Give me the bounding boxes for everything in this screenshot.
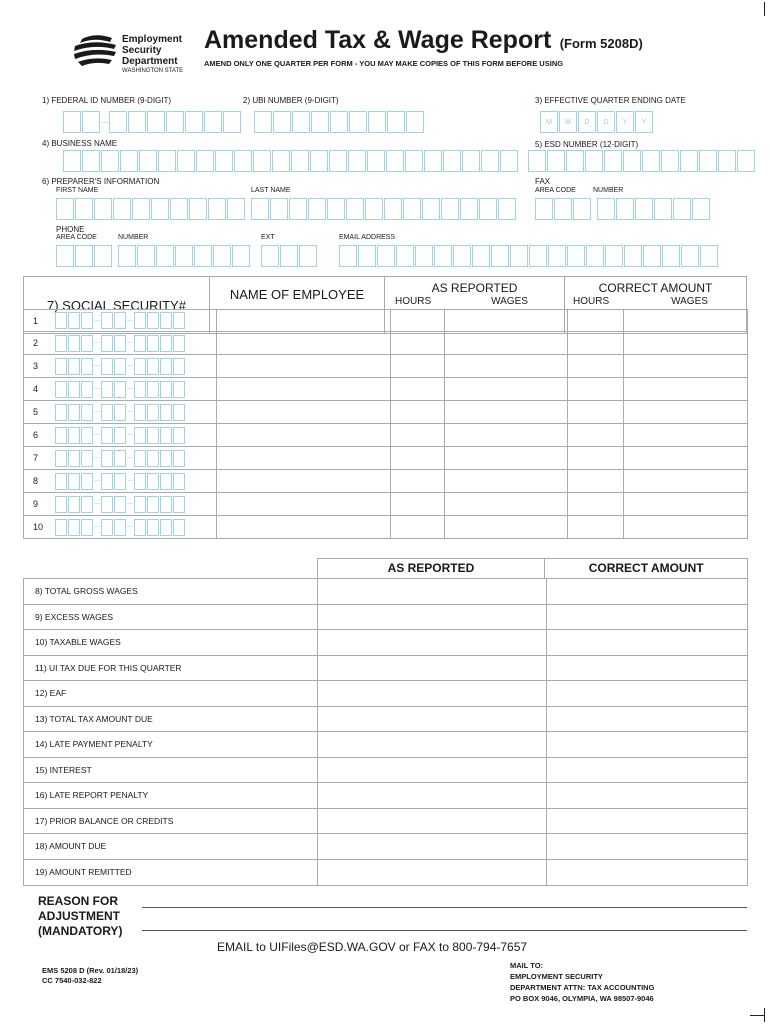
correct-hours-cell[interactable] [567, 424, 623, 446]
row-number: 2 [33, 338, 39, 348]
correct-hours-cell[interactable] [567, 516, 623, 538]
employee-row [23, 447, 748, 470]
totals-as-reported-cell[interactable] [317, 605, 546, 630]
mailing-address: MAIL TO: EMPLOYMENT SECURITY DEPARTMENT ATTN: TAX ACCOUNTING PO BOX 9046, OLYMPIA, WA 98507-9046 [510, 961, 655, 1003]
reported-wages-cell[interactable] [444, 355, 566, 377]
reported-wages-cell[interactable] [444, 447, 566, 469]
totals-as-reported-cell[interactable] [317, 860, 546, 886]
reported-hours-cell[interactable] [390, 310, 445, 331]
totals-row-label: 15) INTEREST [35, 764, 92, 775]
employee-row [23, 378, 748, 401]
reason-line-1[interactable] [142, 907, 747, 908]
corner-mark [764, 2, 765, 16]
totals-row-label: 12) EAF [35, 688, 67, 699]
reason-line-2[interactable] [142, 930, 747, 931]
totals-correct-amount-header: CORRECT AMOUNT [545, 558, 748, 578]
ssn-input[interactable]: — — [53, 332, 217, 354]
ssn-input[interactable]: — — [53, 447, 217, 469]
totals-row-label: 10) TAXABLE WAGES [35, 637, 121, 648]
agency-logo-icon [72, 33, 118, 69]
employee-name-cell[interactable] [216, 310, 389, 331]
fax-number-label: NUMBER [593, 187, 624, 194]
totals-correct-amount-cell[interactable] [546, 783, 747, 808]
row-number: 3 [33, 361, 39, 371]
employee-name-cell[interactable] [216, 493, 389, 515]
employee-row [23, 355, 748, 378]
totals-correct-amount-cell[interactable] [546, 834, 747, 859]
totals-rows [23, 578, 748, 886]
reported-hours-cell[interactable] [390, 355, 445, 377]
row-number: 6 [33, 430, 39, 440]
first-name-input[interactable] [56, 198, 246, 220]
employee-row [23, 332, 748, 355]
ubi-input[interactable] [254, 111, 425, 133]
totals-as-reported-cell[interactable] [317, 681, 546, 706]
employee-row [23, 401, 748, 424]
employee-name-cell[interactable] [216, 355, 389, 377]
totals-row [24, 809, 747, 835]
agency-state: WASHINGTON STATE [122, 68, 184, 74]
esd-number-label: 5) ESD NUMBER (12-DIGIT) [535, 140, 639, 149]
correct-wages-cell[interactable] [623, 378, 747, 400]
employee-name-cell[interactable] [216, 447, 389, 469]
agency-name-2: Security [122, 45, 162, 56]
totals-correct-amount-cell[interactable] [546, 809, 747, 834]
totals-correct-amount-cell[interactable] [546, 630, 747, 655]
totals-row-label: 11) UI TAX DUE FOR THIS QUARTER [35, 662, 182, 673]
form-code: (Form 5208D) [559, 36, 643, 51]
employee-name-cell[interactable] [216, 401, 389, 423]
federal-id-label: 1) FEDERAL ID NUMBER (9-DIGIT) [42, 96, 172, 105]
reported-wages-cell[interactable] [444, 310, 566, 331]
totals-as-reported-cell[interactable] [317, 630, 546, 655]
row-number: 7 [33, 453, 39, 463]
preparer-label: 6) PREPARER'S INFORMATION [42, 177, 160, 186]
totals-as-reported-cell[interactable] [317, 656, 546, 681]
fax-area-input[interactable] [535, 198, 592, 220]
totals-row [24, 732, 747, 758]
ssn-input[interactable]: — — [53, 424, 217, 446]
correct-wages-cell[interactable] [623, 401, 747, 423]
totals-correct-amount-cell[interactable] [546, 707, 747, 732]
row-number: 8 [33, 476, 39, 486]
employee-name-header: NAME OF EMPLOYEE [210, 277, 385, 334]
as-reported-header: AS REPORTED HOURS WAGES [385, 277, 565, 334]
last-name-input[interactable] [251, 198, 517, 220]
totals-row-label: 13) TOTAL TAX AMOUNT DUE [35, 713, 153, 724]
corner-mark [750, 1015, 764, 1016]
row-number: 9 [33, 499, 39, 509]
totals-correct-amount-cell[interactable] [546, 605, 747, 630]
agency-name-3: Department [122, 56, 178, 67]
business-name-input[interactable] [63, 150, 519, 172]
totals-as-reported-cell[interactable] [317, 579, 546, 604]
employee-name-cell[interactable] [216, 424, 389, 446]
correct-wages-cell[interactable] [623, 424, 747, 446]
totals-as-reported-cell[interactable] [317, 783, 546, 808]
page-title [204, 26, 643, 55]
form-note: AMEND ONLY ONE QUARTER PER FORM - YOU MAY MAKE COPIES OF THIS FORM BEFORE USING [204, 59, 564, 68]
business-name-label: 4) BUSINESS NAME [42, 139, 118, 148]
totals-row [24, 605, 747, 631]
correct-wages-cell[interactable] [623, 447, 747, 469]
totals-row-label: 18) AMOUNT DUE [35, 841, 107, 852]
ubi-label: 2) UBI NUMBER (9-DIGIT) [243, 96, 339, 105]
employee-name-cell[interactable] [216, 332, 389, 354]
form-id: EMS 5208 D (Rev. 01/18/23) [42, 966, 139, 975]
totals-correct-amount-cell[interactable] [546, 656, 747, 681]
ssn-input[interactable]: — — [53, 355, 217, 377]
employee-row [23, 516, 748, 539]
correct-hours-cell[interactable] [567, 401, 623, 423]
reported-hours-cell[interactable] [390, 493, 445, 515]
totals-correct-amount-cell[interactable] [546, 579, 747, 604]
totals-header [23, 558, 748, 578]
employee-row [23, 309, 748, 332]
totals-row-label: 16) LATE REPORT PENALTY [35, 790, 149, 801]
corner-mark [764, 1008, 765, 1022]
totals-row [24, 630, 747, 656]
reported-hours-cell[interactable] [390, 516, 445, 538]
totals-as-reported-cell[interactable] [317, 707, 546, 732]
totals-row [24, 783, 747, 809]
ssn-input[interactable]: — — [53, 310, 217, 331]
quarter-end-label: 3) EFFECTIVE QUARTER ENDING DATE [535, 96, 686, 105]
reported-wages-cell[interactable] [444, 378, 566, 400]
totals-row-label: 19) AMOUNT REMITTED [35, 867, 132, 878]
totals-row [24, 579, 747, 605]
fax-area-label: AREA CODE [535, 187, 576, 194]
ext-label: EXT [261, 234, 275, 241]
quarter-end-input[interactable]: M M D D Y Y [540, 111, 654, 133]
correct-hours-cell[interactable] [567, 493, 623, 515]
totals-row [24, 656, 747, 682]
row-number: 5 [33, 407, 39, 417]
totals-as-reported-cell[interactable] [317, 834, 546, 859]
reported-wages-cell[interactable] [444, 424, 566, 446]
row-number: 1 [33, 315, 39, 326]
totals-row-label: 8) TOTAL GROSS WAGES [35, 586, 138, 597]
totals-table [23, 558, 748, 886]
employee-row [23, 470, 748, 493]
phone-label: PHONE [56, 225, 85, 234]
form-title: Amended Tax & Wage Report [204, 26, 552, 54]
employee-row [23, 424, 748, 447]
federal-id-input[interactable]: — [63, 111, 242, 133]
reported-wages-cell[interactable] [444, 470, 566, 492]
fax-label: FAX [535, 177, 551, 186]
ssn-header: 7) SOCIAL SECURITY# [24, 277, 210, 334]
correct-hours-cell[interactable] [567, 470, 623, 492]
reason-label: REASON FOR ADJUSTMENT (MANDATORY) [38, 894, 123, 938]
correct-wages-cell[interactable] [623, 470, 747, 492]
row-number: 10 [33, 522, 44, 532]
reported-wages-cell[interactable] [444, 401, 566, 423]
totals-correct-amount-cell[interactable] [546, 758, 747, 783]
ssn-input[interactable]: — — [53, 378, 217, 400]
email-label: EMAIL ADDRESS [339, 234, 396, 241]
totals-row-label: 9) EXCESS WAGES [35, 611, 114, 622]
ssn-input[interactable]: — — [53, 401, 217, 423]
reported-hours-cell[interactable] [390, 424, 445, 446]
correct-wages-cell[interactable] [623, 355, 747, 377]
employee-name-cell[interactable] [216, 516, 389, 538]
employee-rows [23, 309, 748, 539]
correct-hours-cell[interactable] [567, 332, 623, 354]
reported-wages-cell[interactable] [444, 493, 566, 515]
fax-number-input[interactable] [597, 198, 711, 220]
last-name-label: LAST NAME [251, 187, 291, 194]
employee-name-cell[interactable] [216, 378, 389, 400]
contact-info: EMAIL to UIFiles@ESD.WA.GOV or FAX to 800-794-7657 [217, 940, 528, 954]
reported-hours-cell[interactable] [390, 447, 445, 469]
totals-correct-amount-cell[interactable] [546, 860, 747, 886]
correct-wages-cell[interactable] [623, 310, 747, 331]
ssn-input[interactable]: — — [53, 516, 217, 538]
correct-hours-cell[interactable] [567, 310, 623, 331]
agency-name-1: Employment [122, 34, 183, 45]
employee-name-cell[interactable] [216, 470, 389, 492]
ssn-input[interactable]: — — [53, 493, 217, 515]
correct-wages-cell[interactable] [623, 516, 747, 538]
phone-area-label: AREA CODE [56, 234, 97, 241]
totals-correct-amount-cell[interactable] [546, 681, 747, 706]
totals-row [24, 707, 747, 733]
row-number: 4 [33, 384, 39, 394]
totals-row-label: 14) LATE PAYMENT PENALTY [35, 739, 153, 750]
reported-hours-cell[interactable] [390, 401, 445, 423]
totals-as-reported-header: AS REPORTED [317, 558, 546, 578]
totals-row [24, 758, 747, 784]
first-name-label: FIRST NAME [56, 187, 99, 194]
reported-wages-cell[interactable] [444, 332, 566, 354]
correct-hours-cell[interactable] [567, 355, 623, 377]
reported-hours-cell[interactable] [390, 332, 445, 354]
totals-as-reported-cell[interactable] [317, 809, 546, 834]
esd-number-input[interactable] [528, 150, 756, 172]
totals-row [24, 681, 747, 707]
reported-wages-cell[interactable] [444, 516, 566, 538]
phone-number-label: NUMBER [118, 234, 149, 241]
agency-logo [72, 33, 192, 75]
correct-amount-header: CORRECT AMOUNT HOURS WAGES [565, 277, 747, 334]
totals-row-label: 17) PRIOR BALANCE OR CREDITS [35, 815, 174, 826]
totals-row [24, 860, 747, 886]
email-input[interactable] [339, 245, 719, 267]
totals-as-reported-cell[interactable] [317, 732, 546, 757]
ext-input[interactable] [261, 245, 318, 267]
totals-as-reported-cell[interactable] [317, 758, 546, 783]
phone-number-input[interactable] [118, 245, 251, 267]
correct-wages-cell[interactable] [623, 493, 747, 515]
totals-row [24, 834, 747, 860]
reported-hours-cell[interactable] [390, 378, 445, 400]
cc-code: CC 7540-032-822 [42, 976, 102, 985]
reported-hours-cell[interactable] [390, 470, 445, 492]
correct-wages-cell[interactable] [623, 332, 747, 354]
phone-area-input[interactable] [56, 245, 113, 267]
totals-correct-amount-cell[interactable] [546, 732, 747, 757]
employee-row [23, 493, 748, 516]
ssn-input[interactable]: — — [53, 470, 217, 492]
correct-hours-cell[interactable] [567, 447, 623, 469]
correct-hours-cell[interactable] [567, 378, 623, 400]
